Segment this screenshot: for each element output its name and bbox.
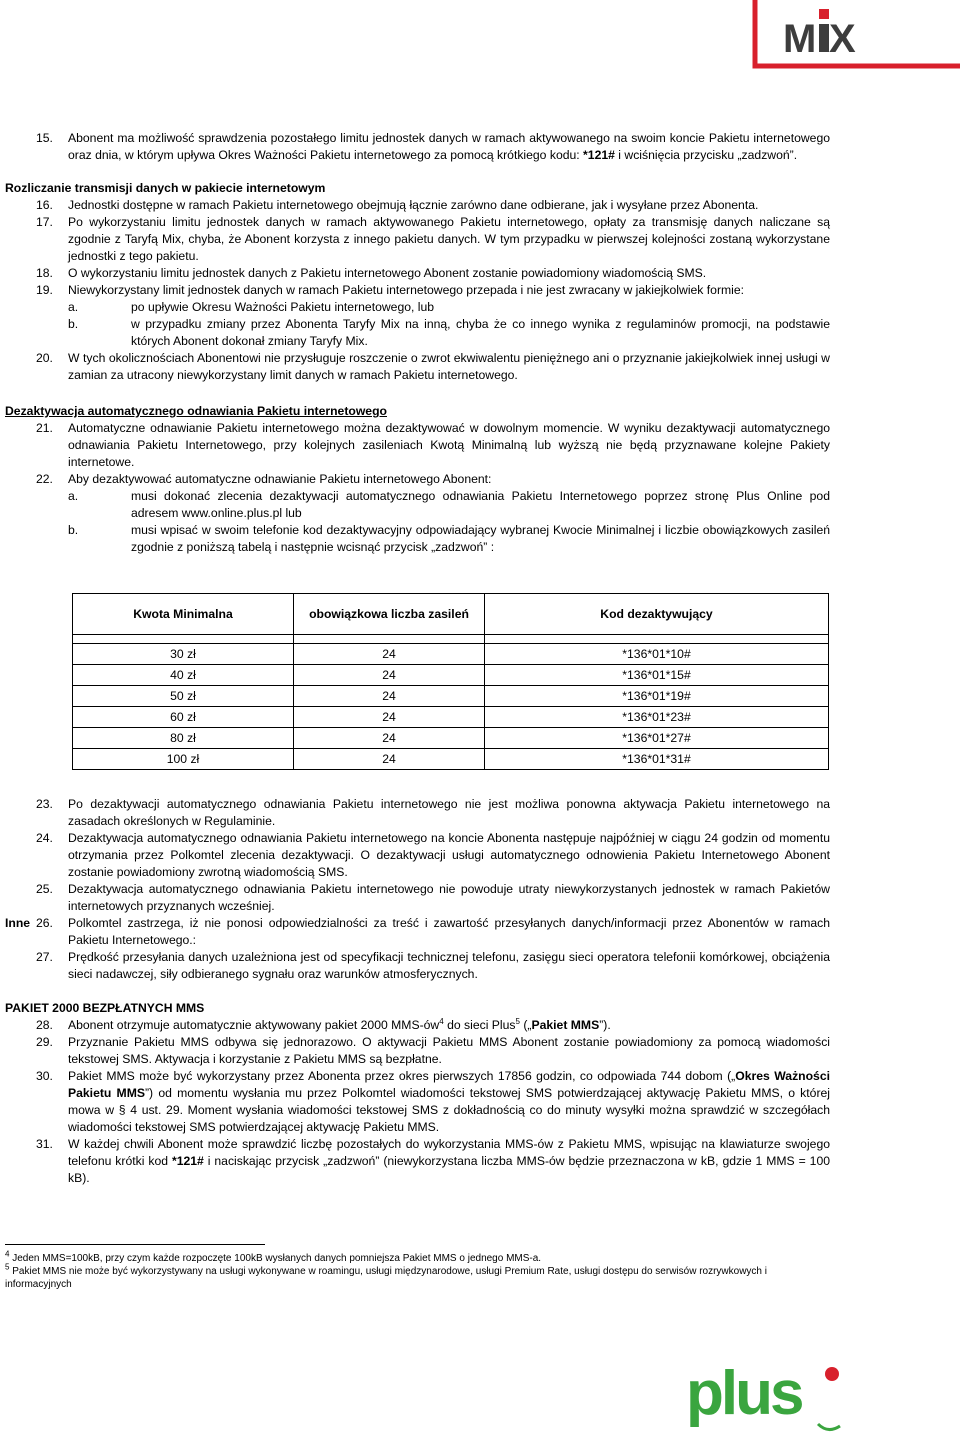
table-cell: *136*01*31# <box>485 749 829 770</box>
table-cell: 24 <box>294 728 485 749</box>
table-cell: *136*01*27# <box>485 728 829 749</box>
item-24: 24. Dezaktywacja automatycznego odnawiania Pakietu internetowego na koncie Abonenta następuje najpóźniej w ciągu 24 godzin od momentu otrzymania przez Polkomtel zlecenia dezaktywacji. O dezaktywacji usługi automatycznego odnowienia Pakietu Internetowego Abonent zostanie powiadomiony zwrotną wiadomością SMS. <box>36 831 830 879</box>
table-header-cell: obowiązkowa liczba zasileń <box>294 594 485 635</box>
item-21: 21. Automatyczne odnawianie Pakietu internetowego można dezaktywować w dowolnym momencie. W wyniku dezaktywacji automatycznego odnawiania Pakietu Internetowego, przy kolejnych zasileniach Kwotą Minimalną lub wyższą nie będą przyznawane kolejne Pakiety internetowe. <box>36 421 830 469</box>
document-body-continued <box>5 796 830 1187</box>
item-19: 19. Niewykorzystany limit jednostek danych w ramach Pakietu internetowego przepada i nie jest zwracany w jakiejkolwiek formie: <box>36 283 745 297</box>
section-heading-dezaktywacja: Dezaktywacja automatycznego odnawiania Pakietu internetowego <box>5 404 387 418</box>
item-30: 30. Pakiet MMS może być wykorzystany przez Abonenta przez okres pierwszych 17856 godzin, co odpowiada 744 dobom („Okres Ważności Pakietu MMS”) od momentu wysłania mu przez Polkomtel wiadomości tekstowej SMS potwierdzającej aktywację Pakietu MMS, o której mowa w § 4 ust. 29. Moment wysłania wiadomości tekstowej SMS z dokładnością co do minuty wysyłki można sprawdzić w szczegółach wiadomości tekstowej SMS potwierdzającej aktywację Pakietu MMS. <box>36 1069 830 1134</box>
table-header-row <box>73 594 829 635</box>
table-cell: *136*01*19# <box>485 686 829 707</box>
table-cell: 24 <box>294 644 485 665</box>
table-cell: 80 zł <box>73 728 294 749</box>
item-22-a: a. musi dokonać zlecenia dezaktywacji automatycznego odnawiania Pakietu Internetowego poprzez stronę Plus Online pod adresem www.online.plus.pl lub <box>68 489 830 520</box>
item-22: 22. Aby dezaktywować automatyczne odnawianie Pakietu internetowego Abonent: <box>36 472 492 486</box>
item-28: 28. Abonent otrzymuje automatycznie aktywowany pakiet 2000 MMS-$ów^4$ do sieci Plus$^5$ („Pakiet MMS”). <box>36 1016 611 1032</box>
section-label-inne: Inne <box>5 916 31 930</box>
svg-text:X: X <box>829 17 856 61</box>
table-row <box>73 686 829 707</box>
footnotes <box>5 1249 830 1291</box>
table-cell: 30 zł <box>73 644 294 665</box>
footnote-ref-4[interactable]: 4 <box>439 1016 444 1026</box>
table-cell: *136*01*10# <box>485 644 829 665</box>
item-27: 27. Prędkość przesyłania danych uzależniona jest od specyfikacji technicznej telefonu, zasięgu sieci operatora telefonii komórkowej, obciążenia sieci nadawczej, siły odbieranego sygnału oraz warunków atmosferycznych. <box>36 950 830 981</box>
svg-text:plus: plus <box>686 1359 802 1428</box>
table-row <box>73 665 829 686</box>
mix-logo <box>749 0 960 72</box>
table-cell: 100 zł <box>73 749 294 770</box>
table-header-cell: Kod dezaktywujący <box>485 594 829 635</box>
item-31: 31. W każdej chwili Abonent może sprawdzić liczbę pozostałych do wykorzystania MMS-ów z Pakietu MMS, wpisując na klawiaturze swojego telefonu krótki kod *121# i naciskając przycisk „zadzwoń” (niewykorzystana liczba MMS-ów będzie przeznaczona w kB, gdzie 1 MMS = 100 kB). <box>36 1137 831 1185</box>
section-heading-pakiet-mms: PAKIET 2000 BEZPŁATNYCH MMS <box>5 1001 205 1015</box>
item-19-b: b. w przypadku zmiany przez Abonenta Taryfy Mix na inną, chyba że co innego wynika z regulaminów promocji, na podstawie których Abonent dokonał zmiany Taryfy Mix. <box>68 317 830 348</box>
table-cell: 40 zł <box>73 665 294 686</box>
item-29: 29. Przyznanie Pakietu MMS odbywa się jednorazowo. O aktywacji Pakietu MMS Abonent zostanie powiadomiony za pomocą wiadomości tekstowej SMS. Aktywacja i korzystanie z Pakietu MMS są bezpłatne. <box>36 1035 830 1066</box>
item-17: 17. Po wykorzystaniu limitu jednostek danych w ramach aktywowanego Pakietu internetowego, opłaty za transmisję danych naliczane są zgodnie z Taryfą Mix, chyba, że Abonent korzysta z innego pakietu danych. W tym przypadku w pierwszej kolejności zostaną wykorzystane jednostki z tego pakietu. <box>36 215 830 263</box>
table-spacer-row <box>73 635 829 644</box>
svg-text:M: M <box>783 17 817 61</box>
table-row <box>73 728 829 749</box>
table-row <box>73 707 829 728</box>
item-25: 25. Dezaktywacja automatycznego odnawiania Pakietu internetowego nie powoduje utraty niewykorzystanych jednostek w ramach Pakietów internetowych przyznanych wcześniej. <box>36 882 830 913</box>
footnote-5: $^5$ Pakiet MMS nie może być wykorzystywany na usługi wykonywane w roamingu, usługi międzynarodowe, usługi Premium Rate, usługi dostępu do serwisów rozrywkowych i informacyjnych <box>5 1262 767 1290</box>
item-26: 26. Polkomtel zastrzega, iż nie ponosi odpowiedzialności za treść i zawartość przesyłanych danych/informacji przez Abonentów w ramach Pakietu Internetowego.: <box>36 916 830 947</box>
footnote-divider <box>5 1244 265 1245</box>
item-18: 18. O wykorzystaniu limitu jednostek danych z Pakietu internetowego Abonent zostanie powiadomiony wiadomością SMS. <box>36 266 707 280</box>
item-23: 23. Po dezaktywacji automatycznego odnawiania Pakietu internetowego nie jest możliwa ponowna aktywacja Pakietu internetowego na zasadach określonych w Regulaminie. <box>36 797 830 828</box>
item-16: 16. Jednostki dostępne w ramach Pakietu internetowego obejmują łącznie zarówno dane odbierane, jak i wysyłane przez Abonenta. <box>36 198 759 212</box>
deactivation-codes-table <box>72 593 829 770</box>
table-header-cell: Kwota Minimalna <box>73 594 294 635</box>
table-row <box>73 644 829 665</box>
table-cell: *136*01*15# <box>485 665 829 686</box>
table-cell: 24 <box>294 749 485 770</box>
item-15: 15. Abonent ma możliwość sprawdzenia pozostałego limitu jednostek danych w ramach aktywowanego na swoim koncie Pakietu internetowego oraz dnia, w którym upływa Okres Ważności Pakietu internetowego za pomocą krótkiego kodu: *121# i wciśnięcia przycisku „zadzwoń”. <box>36 131 830 162</box>
table-cell: *136*01*23# <box>485 707 829 728</box>
item-22-b: b. musi wpisać w swoim telefonie kod dezaktywacyjny odpowiadający wybranej Kwocie Minimalnej i liczbie obowiązkowych zasileń zgodnie z poniższą tabelą i następnie wcisnąć przycisk „zadzwoń” : <box>68 523 830 554</box>
section-heading-rozliczanie: Rozliczanie transmisji danych w pakiecie internetowym <box>5 181 326 195</box>
item-19-a: a. po upływie Okresu Ważności Pakietu internetowego, lub <box>68 300 435 314</box>
table-cell: 24 <box>294 665 485 686</box>
item-20: 20. W tych okolicznościach Abonentowi nie przysługuje roszczenie o zwrot ekwiwalentu pieniężnego ani o przyznanie jakiejkolwiek innej usługi w zamian za utracony niewykorzystany limit danych w ramach Pakietu internetowego. <box>36 351 830 382</box>
table-cell: 50 zł <box>73 686 294 707</box>
footnote-ref-5[interactable]: 5 <box>515 1016 520 1026</box>
plus-logo <box>686 1352 846 1438</box>
table-cell: 24 <box>294 686 485 707</box>
table-cell: 24 <box>294 707 485 728</box>
table-row <box>73 749 829 770</box>
table-cell: 60 zł <box>73 707 294 728</box>
footnote-4: $^4$ Jeden MMS=100kB, przy czym każde rozpoczęte 100kB wysłanych danych pomniejsza Pakiet MMS o jednego MMS-a. <box>5 1249 542 1264</box>
document-body <box>5 130 830 556</box>
